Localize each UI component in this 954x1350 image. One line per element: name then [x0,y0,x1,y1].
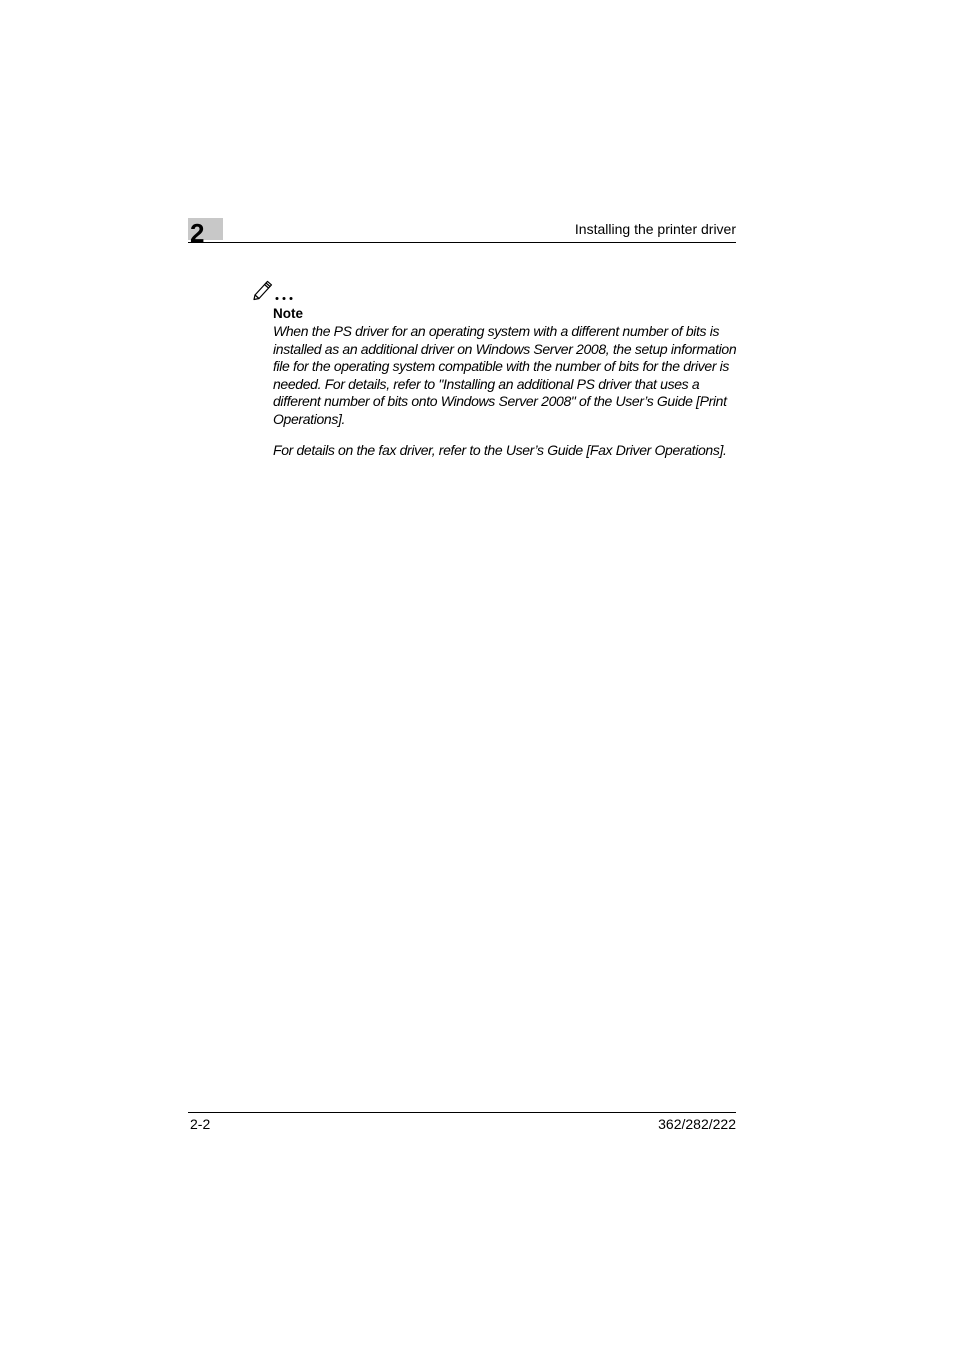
note-paragraph-fax-driver: For details on the fax driver, refer to the User’s Guide [Fax Driver Operations]. [273,441,727,458]
chapter-number: 2 [190,218,205,248]
note-paragraph-ps-driver: When the PS driver for an operating system with a different number of bits is installed as an additional driver on Windows Server 2008, the setup information file for the operating system compatible with the number of bits for the driver is needed. For details, refer to "Installing an additional PS driver that uses a different number of bits onto Windows Server 2008" of the User’s Guide [Print Operations]. [273,323,737,427]
header-title: Installing the printer driver [574,221,736,237]
note-body [273,323,743,459]
header-rule [188,242,736,243]
footer-model-number: 362/282/222 [658,1116,736,1132]
note-pencil-icon [251,278,297,302]
footer-rule [188,1112,736,1113]
footer-page-number: 2-2 [190,1116,211,1132]
note-label: Note [273,306,303,321]
